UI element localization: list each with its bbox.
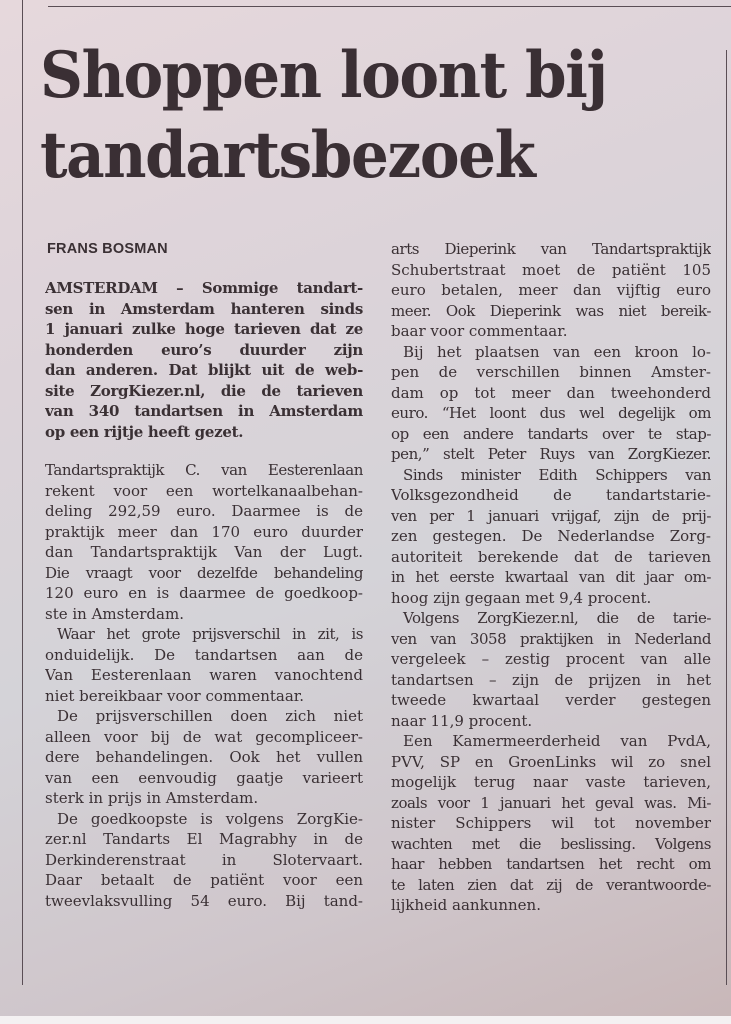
body-paragraph	[391, 342, 711, 465]
article-column-2	[391, 239, 711, 916]
body-paragraph	[45, 624, 363, 706]
body-line: zen gestegen. De Nederlandse Zorg-	[391, 527, 711, 545]
body-line: Van Eesterenlaan waren vanochtend	[45, 666, 363, 684]
body-line: tweevlaksvulling 54 euro. Bij tand-	[45, 891, 363, 910]
page-bottom-edge	[0, 1016, 731, 1024]
lead-line: sen in Amsterdam hanteren sinds	[45, 299, 363, 318]
body-line: Daar betaalt de patiënt voor een	[45, 871, 363, 889]
body-line: Tandartspraktijk C. van Eesterenlaan	[45, 461, 363, 479]
body-line: alleen voor bij de wat gecompliceer-	[45, 727, 363, 746]
body-line: praktijk meer dan 170 euro duurder	[45, 522, 363, 541]
lead-line: dan anderen. Dat blijkt uit de web-	[45, 361, 363, 379]
body-line: euro. “Het loont dus wel degelijk om	[391, 404, 711, 422]
body-line: hoog zijn gegaan met 9,4 procent.	[391, 588, 652, 607]
body-line: Bij het plaatsen van een kroon lo-	[403, 342, 711, 361]
body-paragraph	[45, 706, 363, 809]
body-line: niet bereikbaar voor commentaar.	[45, 686, 305, 705]
body-line: baar voor commentaar.	[391, 322, 568, 340]
body-line: op een andere tandarts over te stap-	[391, 424, 711, 443]
body-paragraph	[391, 239, 711, 342]
body-line: Volksgezondheid de tandartstarie-	[391, 486, 711, 504]
body-line: te laten zien dat zij de verantwoorde-	[391, 875, 711, 894]
body-paragraph	[45, 809, 363, 912]
body-line: Schubertstraat moet de patiënt 105	[391, 260, 711, 279]
body-line: De goedkoopste is volgens ZorgKie-	[57, 809, 363, 828]
body-line: nister Schippers wil tot november	[391, 814, 711, 832]
lead-paragraph	[45, 278, 363, 442]
body-line: onduidelijk. De tandartsen aan de	[45, 645, 363, 664]
body-line: arts Dieperink van Tandartspraktijk	[391, 240, 711, 258]
body-line: De prijsverschillen doen zich niet	[57, 707, 363, 725]
body-line: zer.nl Tandarts El Magrabhy in de	[45, 830, 363, 848]
body-paragraph	[391, 465, 711, 609]
body-paragraph	[45, 460, 363, 624]
body-line: deling 292,59 euro. Daarmee is de	[45, 502, 363, 520]
body-line: in het eerste kwartaal van dit jaar om-	[391, 568, 711, 586]
body-line: PVV, SP en GroenLinks wil zo snel	[391, 752, 711, 771]
body-line: euro betalen, meer dan vijftig euro	[391, 281, 711, 299]
top-rule	[48, 6, 731, 7]
body-line: Waar het grote prijsverschil in zit, is	[57, 625, 363, 643]
body-line: ven per 1 januari vrijgaf, zijn de prij-	[391, 506, 711, 525]
paragraph-gap	[45, 442, 363, 460]
article-column-1	[45, 278, 363, 911]
body-line: Een Kamermeerderheid van PvdA,	[403, 732, 711, 750]
byline: FRANS BOSMAN	[47, 241, 168, 257]
lead-line: AMSTERDAM – Sommige tandart-	[45, 279, 363, 297]
body-line: van een eenvoudig gaatje varieert	[45, 768, 363, 787]
body-line: autoriteit berekende dat de tarieven	[391, 547, 711, 566]
body-line: mogelijk terug naar vaste tarieven,	[391, 773, 711, 791]
body-line: lijkheid aankunnen.	[391, 896, 541, 914]
body-line: dere behandelingen. Ook het vullen	[45, 748, 363, 766]
body-line: rekent voor een wortelkanaalbehan-	[45, 481, 363, 500]
headline-line-2: tandartsbezoek	[40, 118, 535, 193]
lead-line: site ZorgKiezer.nl, die de tarieven	[45, 381, 363, 400]
body-line: pen,” stelt Peter Ruys van ZorgKiezer.	[391, 445, 711, 463]
lead-line: honderden euro’s duurder zijn	[45, 340, 363, 359]
body-line: Derkinderenstraat in Slotervaart.	[45, 850, 363, 869]
body-line: Die vraagt voor dezelfde behandeling	[45, 563, 363, 582]
body-line: zoals voor 1 januari het geval was. Mi-	[391, 793, 711, 812]
body-line: wachten met die beslissing. Volgens	[391, 834, 711, 853]
left-column-rule	[22, 0, 23, 985]
body-line: vergeleek – zestig procent van alle	[391, 650, 711, 668]
body-line: dan Tandartspraktijk Van der Lugt.	[45, 543, 363, 561]
body-line: tweede kwartaal verder gestegen	[391, 691, 711, 709]
body-paragraph	[391, 731, 711, 916]
body-line: Sinds minister Edith Schippers van	[403, 465, 711, 484]
body-line: ste in Amsterdam.	[45, 604, 184, 623]
body-line: haar hebben tandartsen het recht om	[391, 855, 711, 873]
body-line: ven van 3058 praktijken in Nederland	[391, 629, 711, 648]
lead-line: van 340 tandartsen in Amsterdam	[45, 402, 363, 420]
headline-line-1: Shoppen loont bij	[40, 38, 607, 113]
lead-line: op een rijtje heeft gezet.	[45, 422, 244, 441]
body-line: dam op tot meer dan tweehonderd	[391, 383, 711, 402]
right-column-rule	[726, 50, 727, 985]
body-paragraph	[391, 608, 711, 731]
headline	[40, 36, 663, 196]
body-line: naar 11,9 procent.	[391, 711, 533, 730]
body-line: pen de verschillen binnen Amster-	[391, 363, 711, 381]
body-line: Volgens ZorgKiezer.nl, die de tarie-	[403, 609, 711, 627]
body-line: meer. Ook Dieperink was niet bereik-	[391, 301, 711, 320]
body-line: tandartsen – zijn de prijzen in het	[391, 670, 711, 689]
body-line: 120 euro en is daarmee de goedkoop-	[45, 584, 363, 602]
body-line: sterk in prijs in Amsterdam.	[45, 789, 259, 807]
lead-line: 1 januari zulke hoge tarieven dat ze	[45, 320, 363, 338]
